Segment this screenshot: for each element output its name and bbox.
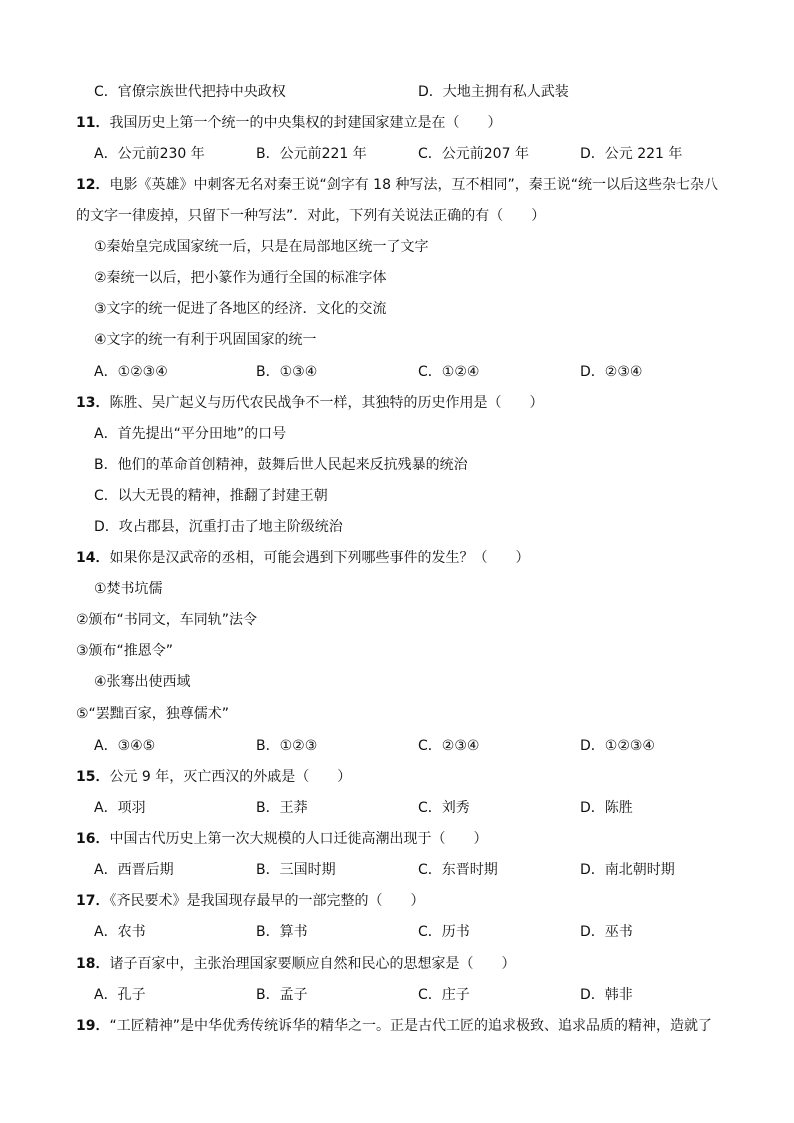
question-stem-line2: 的文字一律废掉，只留下一种写法”．对此，下列有关说法正确的有（ ） (76, 208, 546, 224)
option-c: C．①②④ (418, 364, 480, 380)
option-b: B．①③④ (256, 364, 318, 380)
option-b: B．他们的革命首创精神，鼓舞后世人民起来反抗残暴的统治 (94, 457, 468, 473)
question-stem: 陈胜、吴广起义与历代农民战争不一样，其独特的历史作用是（ ） (109, 395, 544, 411)
question-stem: 我国历史上第一个统一的中央集权的封建国家建立是在（ ） (109, 115, 502, 131)
option-a: A．孔子 (94, 987, 146, 1003)
statement-5: ⑤“罢黜百家，独尊儒术” (76, 706, 230, 722)
question-16 (76, 829, 487, 849)
option-d: D．陈胜 (580, 800, 633, 816)
option-b: B．①②③ (256, 738, 318, 754)
question-stem: 如果你是汉武帝的丞相，可能会遇到下列哪些事件的发生？（ ） (109, 550, 530, 566)
option-d: D．南北朝时期 (580, 862, 675, 878)
option-c: C．东晋时期 (418, 862, 498, 878)
question-12 (76, 175, 718, 195)
question-number: 18． (76, 956, 110, 972)
option-d: D．攻占郡县，沉重打击了地主阶级统治 (94, 519, 343, 535)
question-13 (76, 393, 543, 413)
option-d: D．②③④ (580, 364, 643, 380)
option-b: B．王莽 (256, 800, 308, 816)
question-number: 11． (76, 115, 110, 131)
option-c: C．官僚宗族世代把持中央政权 (94, 84, 286, 100)
option-b: B．算书 (256, 924, 308, 940)
option-c: C．②③④ (418, 738, 480, 754)
statement-3: ③文字的统一促进了各地区的经济．文化的交流 (94, 301, 387, 317)
option-b: B．三国时期 (256, 862, 336, 878)
option-d: D．①②③④ (580, 738, 655, 754)
option-a: A．①②③④ (94, 364, 168, 380)
option-c: C．刘秀 (418, 800, 470, 816)
option-c: C．以大无畏的精神，推翻了封建王朝 (94, 488, 328, 504)
statement-4: ④文字的统一有利于巩固国家的统一 (94, 332, 317, 348)
option-d: D．巫书 (580, 924, 633, 940)
question-number: 16． (76, 831, 110, 847)
option-a: A．公元前230 年 (94, 146, 205, 162)
question-stem: 《齐民要术》是我国现存最早的一部完整的（ ） (109, 893, 425, 909)
option-a: A．首先提出“平分田地”的口号 (94, 426, 287, 442)
question-stem: 中国古代历史上第一次大规模的人口迁徙高潮出现于（ ） (109, 831, 488, 847)
option-d: D．大地主拥有私人武装 (418, 84, 569, 100)
option-d: D．韩非 (580, 987, 633, 1003)
question-number: 13． (76, 395, 110, 411)
statement-2: ②颁布“书同文，车同轨”法令 (76, 612, 258, 628)
question-number: 17． (76, 893, 110, 909)
question-15 (76, 767, 351, 787)
question-stem: “工匠精神”是中华优秀传统诉华的精华之一。正是古代工匠的追求极致、追求品质的精神，造就了 (109, 1018, 712, 1034)
question-stem: 公元 9 年，灭亡西汉的外戚是（ ） (109, 769, 352, 785)
option-b: B．公元前221 年 (256, 146, 367, 162)
question-17 (76, 891, 424, 911)
question-number: 12． (76, 177, 110, 193)
option-b: B．孟子 (256, 987, 308, 1003)
option-c: C．公元前207 年 (418, 146, 529, 162)
option-a: A．西晋后期 (94, 862, 174, 878)
option-a: A．农书 (94, 924, 146, 940)
question-stem: 诸子百家中，主张治理国家要顺应自然和民心的思想家是（ ） (109, 956, 516, 972)
question-number: 14． (76, 550, 110, 566)
option-a: A．③④⑤ (94, 738, 156, 754)
question-number: 19． (76, 1018, 110, 1034)
statement-2: ②秦统一以后，把小篆作为通行全国的标准字体 (94, 270, 387, 286)
statement-1: ①秦始皇完成国家统一后，只是在局部地区统一了文字 (94, 239, 429, 255)
option-c: C．庄子 (418, 987, 470, 1003)
question-18 (76, 954, 515, 974)
statement-1: ①焚书坑儒 (94, 581, 163, 597)
option-c: C．历书 (418, 924, 470, 940)
option-a: A．项羽 (94, 800, 146, 816)
option-d: D．公元 221 年 (580, 146, 683, 162)
question-19 (76, 1016, 712, 1036)
question-14 (76, 548, 529, 568)
question-number: 15． (76, 769, 110, 785)
question-11 (76, 113, 501, 133)
statement-3: ③颁布“推恩令” (76, 643, 174, 659)
question-stem-line1: 电影《英雄》中刺客无名对秦王说“剑字有 18 种写法，互不相同”，秦王说“统一以后这些杂七杂八 (109, 177, 718, 193)
statement-4: ④张骞出使西域 (94, 674, 191, 690)
